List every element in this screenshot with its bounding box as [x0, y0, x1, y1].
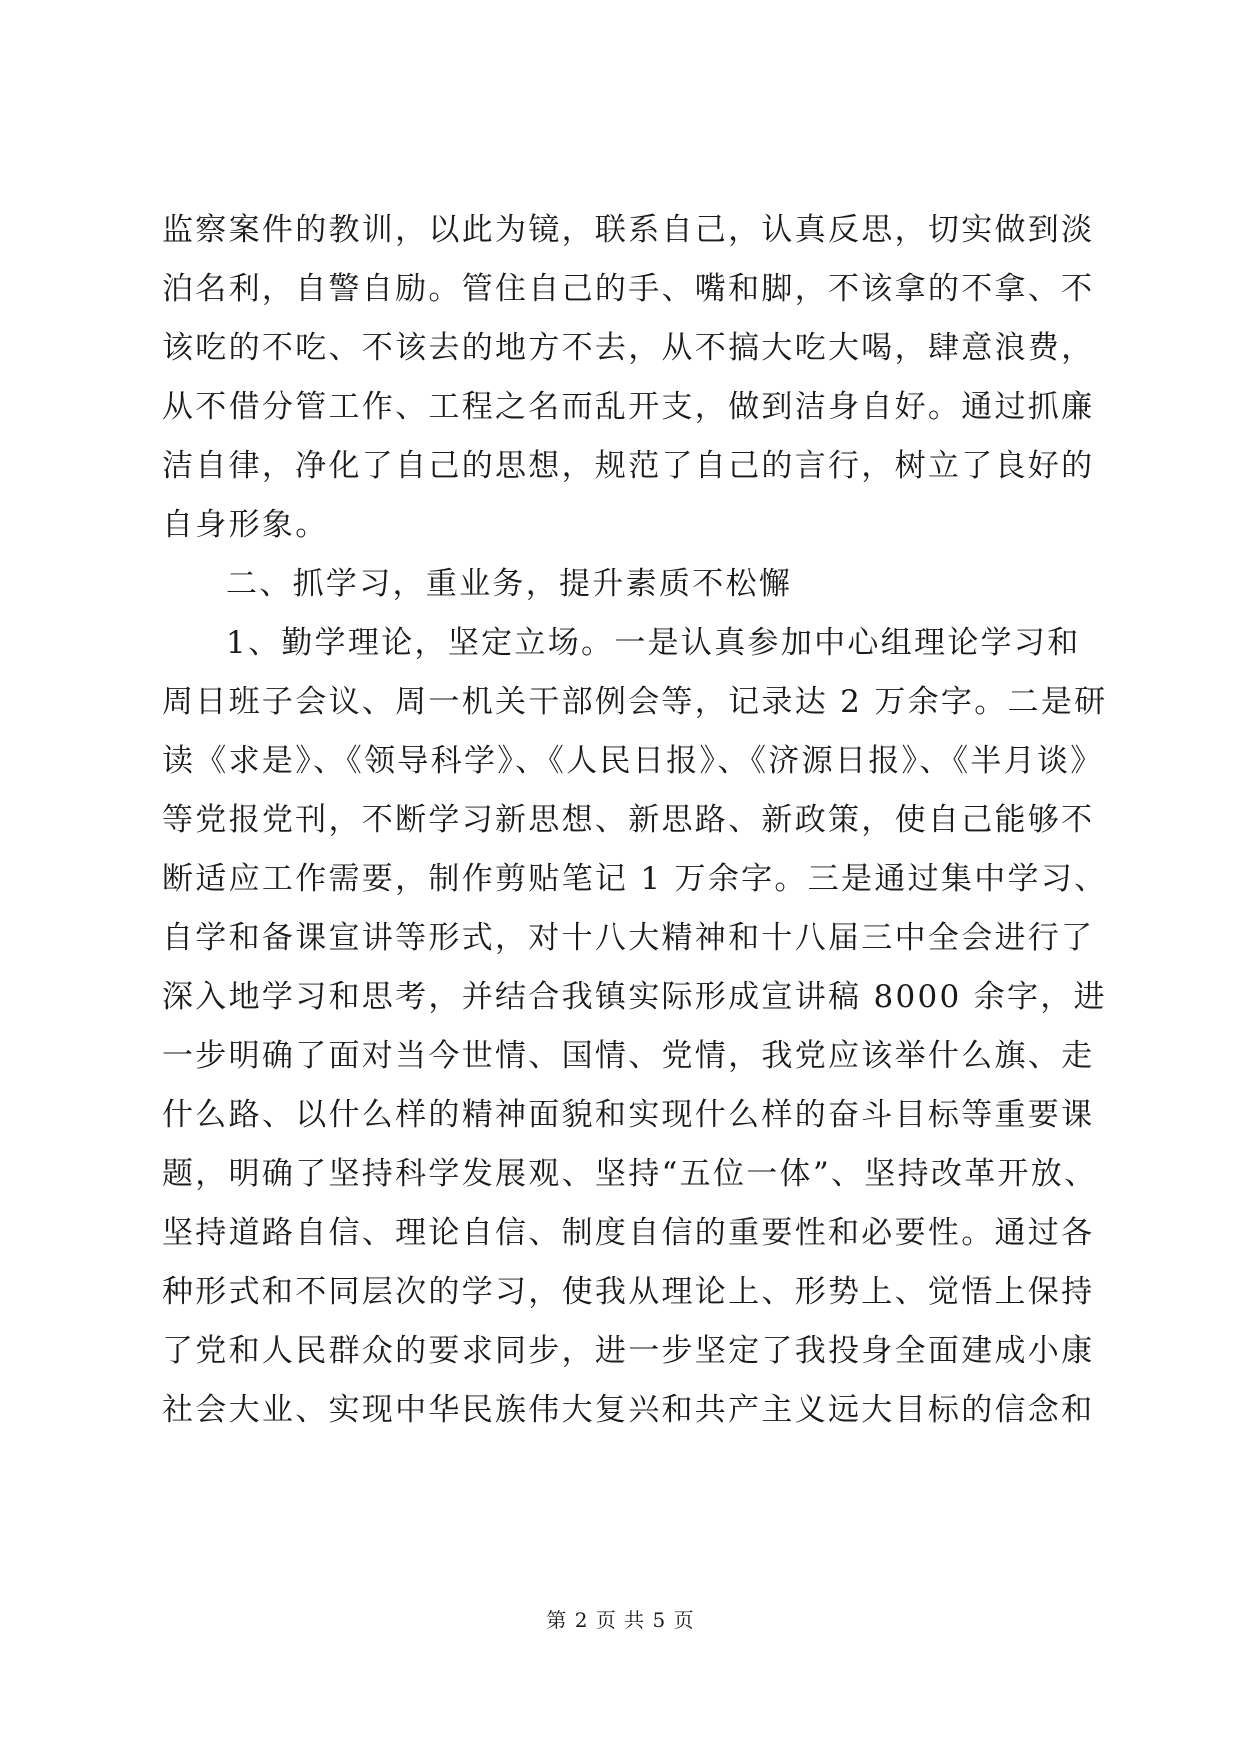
body-line-14: 深入地学习和思考，并结合我镇实际形成宣讲稿 8000 余字，进: [162, 979, 1107, 1015]
page-number-footer: 第 2 页 共 5 页: [546, 1608, 695, 1632]
body-line-17: 题，明确了坚持科学发展观、坚持“五位一体”、坚持改革开放、: [162, 1156, 1098, 1192]
body-line-9: 周日班子会议、周一机关干部例会等，记录达 2 万余字。二是研: [162, 684, 1108, 720]
body-line-1: 监察案件的教训，以此为镜，联系自己，认真反思，切实做到淡: [162, 212, 1095, 248]
body-line-10: 读《求是》、《领导科学》、《人民日报》、《济源日报》、《半月谈》: [162, 743, 1104, 779]
body-line-8: 1、勤学理论，坚定立场。一是认真参加中心组理论学习和: [226, 625, 1081, 661]
body-line-21: 社会大业、实现中华民族伟大复兴和共产主义远大目标的信念和: [162, 1392, 1095, 1428]
body-line-20: 了党和人民群众的要求同步，进一步坚定了我投身全面建成小康: [162, 1333, 1095, 1369]
body-line-2: 泊名利，自警自励。管住自己的手、嘴和脚，不该拿的不拿、不: [162, 271, 1095, 307]
body-line-18: 坚持道路自信、理论自信、制度自信的重要性和必要性。通过各: [162, 1215, 1095, 1251]
body-line-5: 洁自律，净化了自己的思想，规范了自己的言行，树立了良好的: [162, 448, 1095, 484]
body-line-16: 什么路、以什么样的精神面貌和实现什么样的奋斗目标等重要课: [162, 1097, 1095, 1133]
body-line-6: 自身形象。: [162, 507, 329, 543]
body-line-3: 该吃的不吃、不该去的地方不去，从不搞大吃大喝，肆意浪费，: [162, 330, 1095, 366]
body-line-11: 等党报党刊，不断学习新思想、新思路、新政策，使自己能够不: [162, 802, 1095, 838]
body-line-15: 一步明确了面对当今世情、国情、党情，我党应该举什么旗、走: [162, 1038, 1095, 1074]
body-line-12: 断适应工作需要，制作剪贴笔记 1 万余字。三是通过集中学习、: [162, 861, 1108, 897]
section-heading: 二、抓学习，重业务，提升素质不松懈: [226, 566, 793, 602]
body-line-13: 自学和备课宣讲等形式，对十八大精神和十八届三中全会进行了: [162, 920, 1095, 956]
body-line-19: 种形式和不同层次的学习，使我从理论上、形势上、觉悟上保持: [162, 1274, 1095, 1310]
body-line-4: 从不借分管工作、工程之名而乱开支，做到洁身自好。通过抓廉: [162, 389, 1095, 425]
